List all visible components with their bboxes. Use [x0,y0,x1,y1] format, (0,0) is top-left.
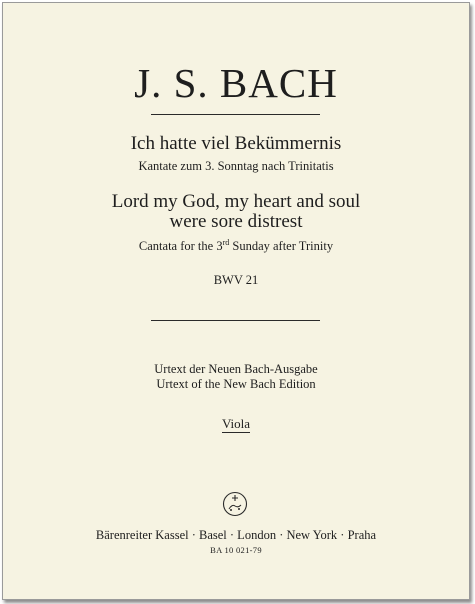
score-cover [2,2,470,600]
instrument-part-label: Viola [221,416,251,431]
urtext-english: Urtext of the New Bach Edition [156,377,316,391]
subtitle-english [3,239,469,254]
title-english-line-2: were sore distrest [169,211,303,232]
top-divider [151,114,320,115]
baerenreiter-logo-icon [222,490,248,518]
instrument-part [3,416,469,432]
title-english-line-1: Lord my God, my heart and soul [111,191,361,212]
title-german: Ich hatte viel Bekümmernis [130,133,342,154]
subtitle-german: Kantate zum 3. Sonntag nach Trinitatis [138,159,334,173]
composer-name: J. S. BACH [134,60,338,106]
ordinal-suffix: rd [222,237,230,247]
catalog-number: BA 10 021-79 [210,545,262,555]
urtext-german: Urtext der Neuen Bach-Ausgabe [154,362,318,376]
middle-divider [151,320,320,321]
publisher-line: Bärenreiter Kassel · Basel · London · New York · Praha [95,528,377,542]
bwv-number: BWV 21 [213,273,259,287]
subtitle-english-start: Cantata for the 3 [138,239,223,253]
subtitle-english-end: Sunday after Trinity [229,239,334,253]
